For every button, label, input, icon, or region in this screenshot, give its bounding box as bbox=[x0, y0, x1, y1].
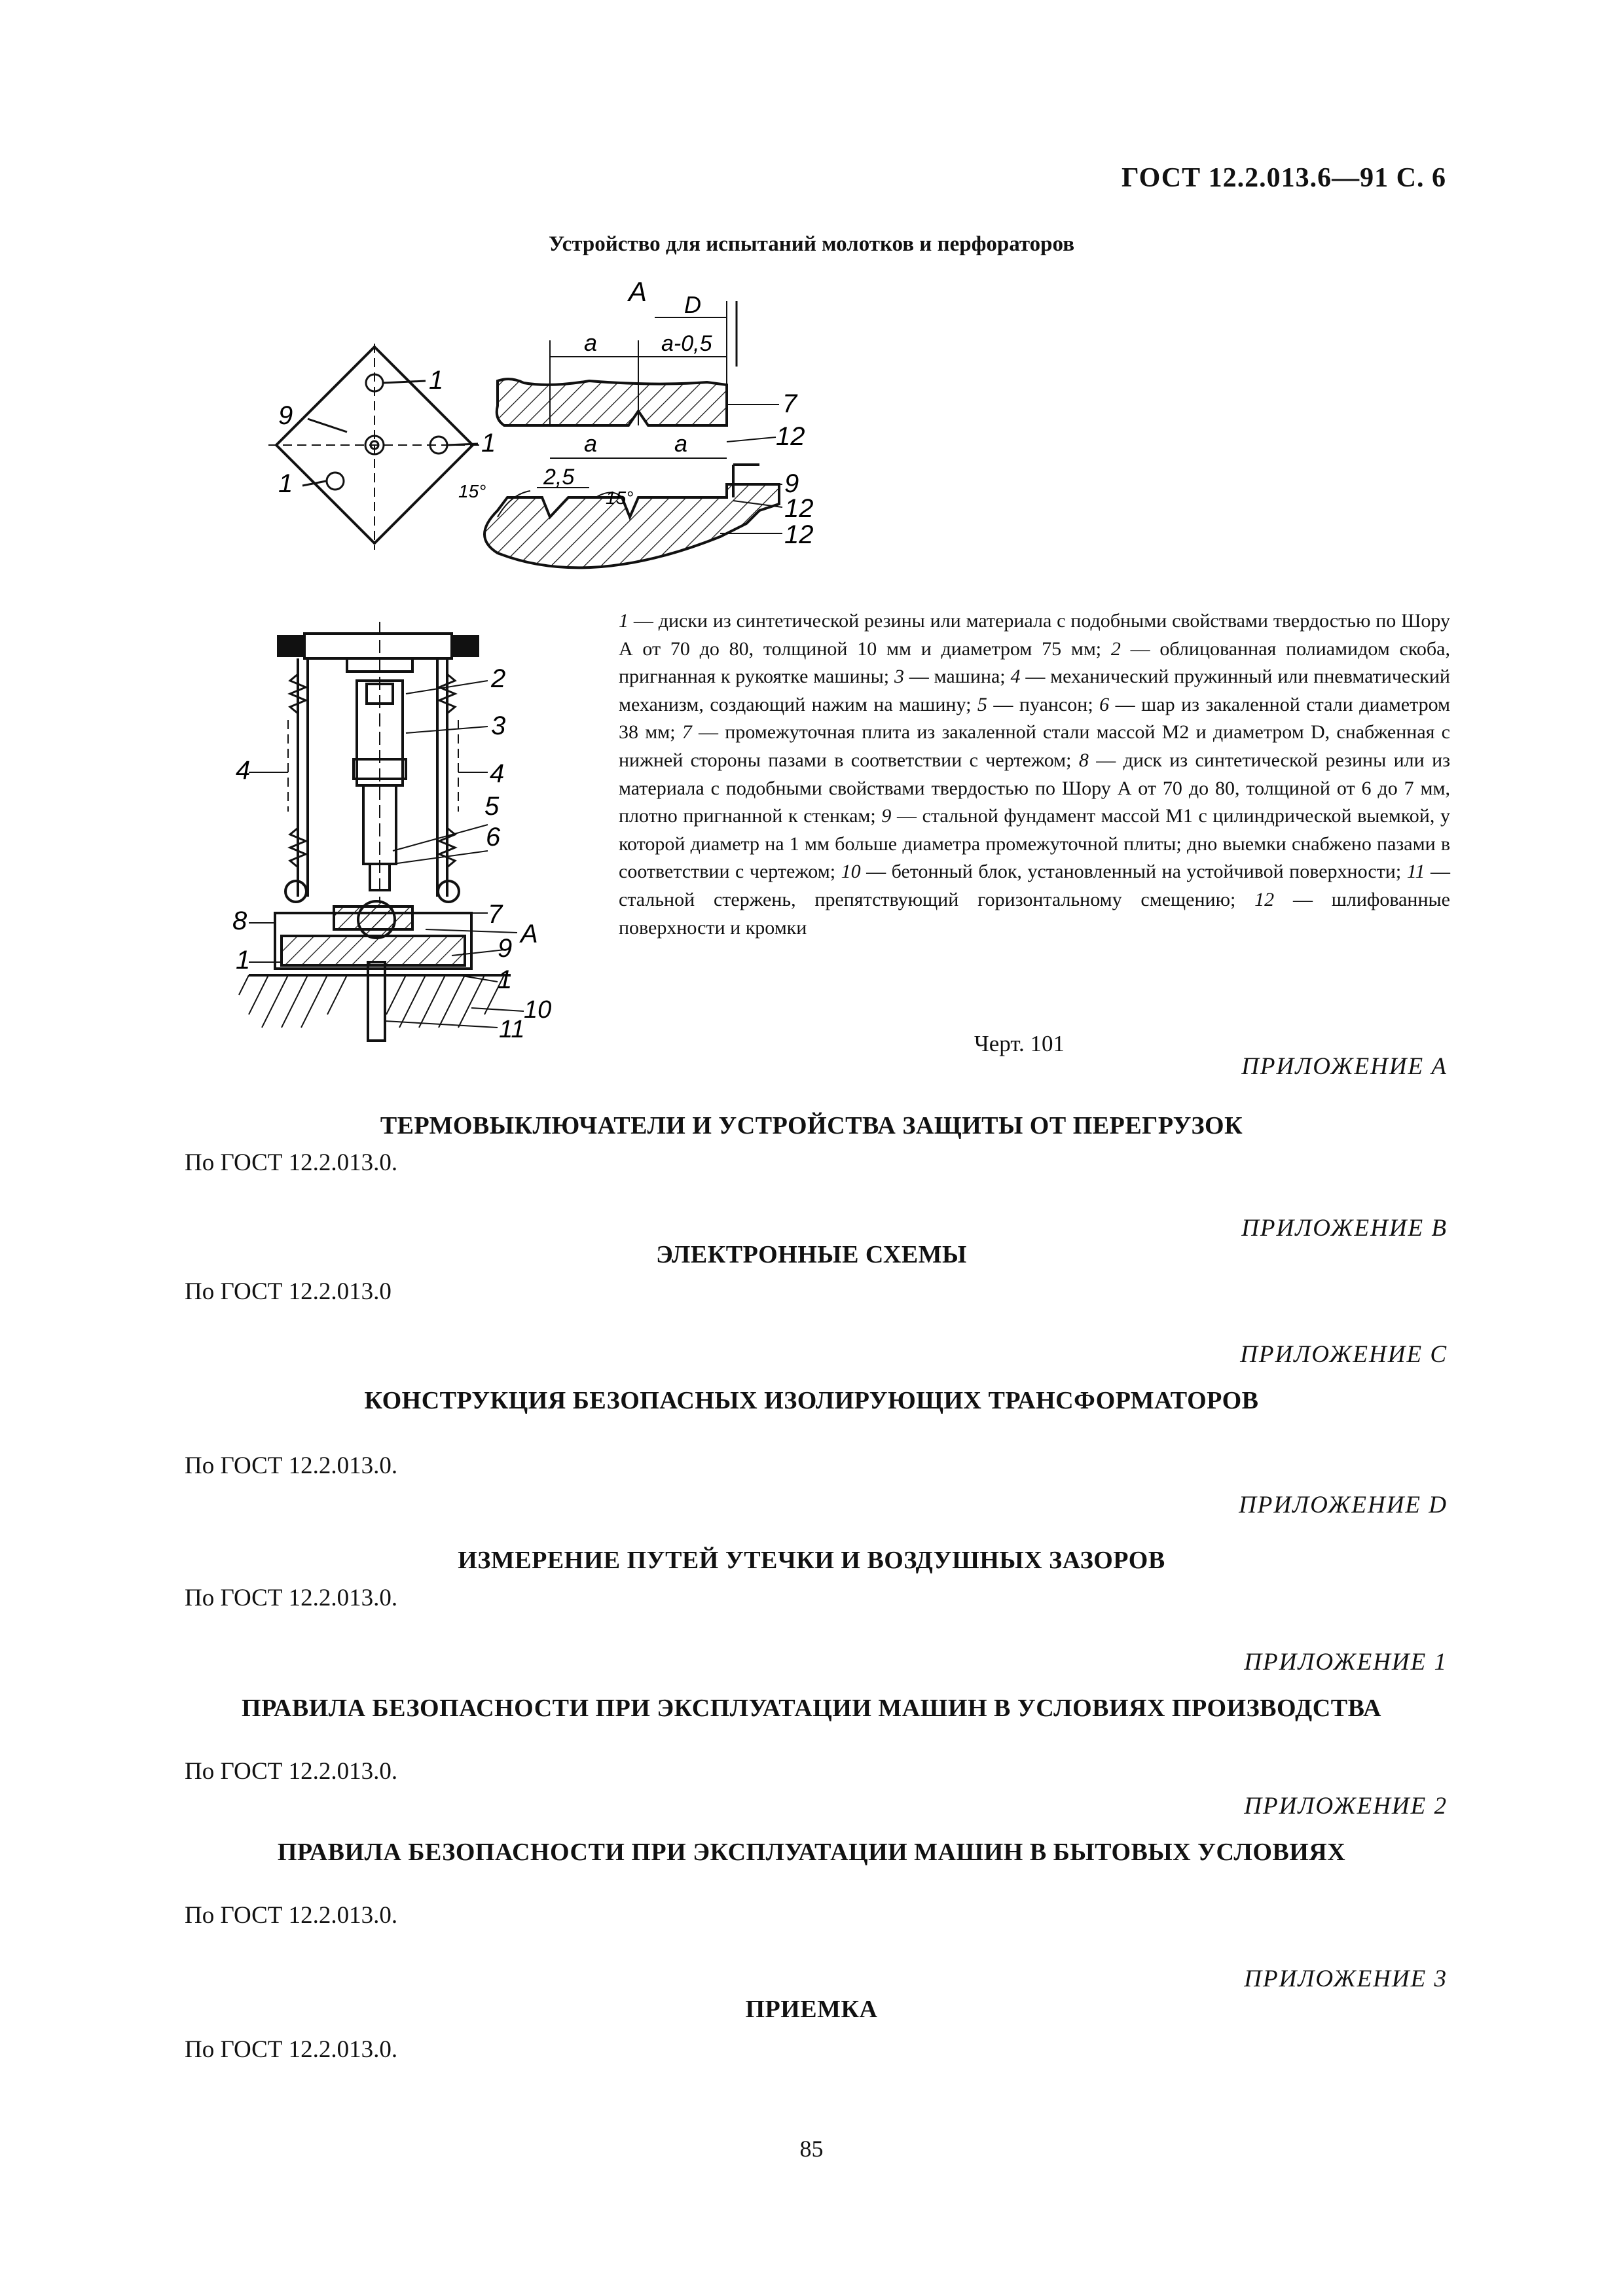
label-12-c: 12 bbox=[784, 520, 814, 549]
annex-3-ref: По ГОСТ 12.2.013.0. bbox=[185, 2036, 398, 2063]
label-6: 6 bbox=[486, 823, 501, 852]
legend-item: 9 — стальной фундамент массой M1 с цилиндрической выемкой, у которой диаметр на 1 мм больше диаметра промежуточной плиты; дно выемки снабжено пазами в соответствии с чертежом; bbox=[619, 805, 1450, 883]
dim-a-3: a bbox=[674, 430, 688, 457]
label-8: 8 bbox=[232, 906, 247, 935]
legend-item: 6 — шар из закаленной стали диаметром 38 мм; bbox=[619, 693, 1451, 744]
label-1-d: 1 bbox=[236, 946, 251, 975]
legend-item: 7 — промежуточная плита из закаленной стали массой M2 и диаметром D, снабженная с нижней стороны пазами в соответствии с чертежом; bbox=[619, 721, 1450, 771]
label-10: 10 bbox=[524, 996, 552, 1024]
annex-a-ref: По ГОСТ 12.2.013.0. bbox=[185, 1149, 398, 1176]
label-9-a: 9 bbox=[278, 401, 293, 430]
label-7-b: 7 bbox=[488, 900, 503, 929]
dim-a-tol: a-0,5 bbox=[661, 331, 712, 356]
section-detail bbox=[484, 301, 782, 567]
annex-c-label: ПРИЛОЖЕНИЕ С bbox=[1240, 1341, 1448, 1368]
annex-c-title: КОНСТРУКЦИЯ БЕЗОПАСНЫХ ИЗОЛИРУЮЩИХ ТРАНСФОРМАТОРОВ bbox=[364, 1387, 1259, 1414]
annex-1-label: ПРИЛОЖЕНИЕ 1 bbox=[1244, 1649, 1448, 1676]
figure-caption: Черт. 101 bbox=[974, 1031, 1065, 1056]
view-label-a: А bbox=[629, 276, 647, 307]
annex-a-label: ПРИЛОЖЕНИЕ А bbox=[1241, 1053, 1448, 1080]
annex-d-title: ИЗМЕРЕНИЕ ПУТЕЙ УТЕЧКИ И ВОЗДУШНЫХ ЗАЗОРОВ bbox=[458, 1547, 1165, 1574]
annex-d-ref: По ГОСТ 12.2.013.0. bbox=[185, 1585, 398, 1611]
label-4-a: 4 bbox=[236, 756, 251, 785]
label-1-c: 1 bbox=[278, 469, 293, 498]
label-1-a: 1 bbox=[429, 366, 444, 395]
dim-d: D bbox=[684, 291, 701, 318]
legend-item: 11 — стальной стержень, препятствующий горизонтальному смещению; bbox=[619, 861, 1450, 910]
legend-item: 3 — машина; bbox=[894, 666, 1011, 688]
legend-item: 2 — облицованная полиамидом скоба, пригнанная к рукоятке машины; bbox=[619, 637, 1450, 688]
label-2: 2 bbox=[491, 664, 506, 693]
annex-2-title: ПРАВИЛА БЕЗОПАСНОСТИ ПРИ ЭКСПЛУАТАЦИИ МАШИН В БЫТОВЫХ УСЛОВИЯХ bbox=[277, 1839, 1346, 1866]
label-1-b: 1 bbox=[481, 429, 496, 457]
legend-item: 1 — диски из синтетической резины или материала с подобными свойствами твердостью по Шору А от 70 до 80, толщиной 10 мм и диаметром 75 мм; bbox=[619, 610, 1450, 660]
label-7-a: 7 bbox=[782, 389, 797, 418]
legend-item: 12 — шлифованные поверхности и кромки bbox=[619, 888, 1450, 939]
plan-view bbox=[268, 344, 481, 550]
label-9-b: 9 bbox=[784, 469, 799, 498]
annex-d-label: ПРИЛОЖЕНИЕ D bbox=[1239, 1492, 1448, 1518]
test-rig bbox=[239, 622, 524, 1041]
label-5: 5 bbox=[484, 792, 500, 821]
annex-1-title: ПРАВИЛА БЕЗОПАСНОСТИ ПРИ ЭКСПЛУАТАЦИИ МАШИН В УСЛОВИЯХ ПРОИЗВОДСТВА bbox=[242, 1695, 1381, 1722]
label-1-e: 1 bbox=[498, 965, 513, 994]
annex-a-title: ТЕРМОВЫКЛЮЧАТЕЛИ И УСТРОЙСТВА ЗАЩИТЫ ОТ ПЕРЕГРУЗОК bbox=[380, 1112, 1243, 1139]
legend-item: 8 — диск из синтетической резины или из материала с подобными свойствами твердостью по Шору А от 70 до 80, толщиной от 6 до 7 мм, плотно пригнанной к стенкам; bbox=[619, 749, 1450, 827]
annex-2-ref: По ГОСТ 12.2.013.0. bbox=[185, 1902, 398, 1929]
label-12-b: 12 bbox=[784, 494, 814, 523]
dim-a-2: a bbox=[584, 430, 598, 457]
annex-3-label: ПРИЛОЖЕНИЕ 3 bbox=[1244, 1965, 1448, 1992]
legend-item: 10 — бетонный блок, установленный на устойчивой поверхности; bbox=[841, 861, 1407, 883]
dim-angle-2: 15° bbox=[606, 488, 634, 508]
page-number: 85 bbox=[799, 2136, 824, 2162]
annex-3-title: ПРИЕМКА bbox=[745, 1996, 878, 2023]
dim-angle-1: 15° bbox=[458, 481, 486, 501]
annex-b-ref: По ГОСТ 12.2.013.0 bbox=[185, 1278, 392, 1305]
annex-1-ref: По ГОСТ 12.2.013.0. bbox=[185, 1758, 398, 1785]
label-11: 11 bbox=[499, 1016, 525, 1043]
label-3: 3 bbox=[491, 711, 506, 740]
figure-legend bbox=[619, 607, 1450, 942]
annex-b-title: ЭЛЕКТРОННЫЕ СХЕМЫ bbox=[656, 1241, 967, 1268]
document-header: ГОСТ 12.2.013.6—91 С. 6 bbox=[1121, 163, 1446, 193]
annex-c-ref: По ГОСТ 12.2.013.0. bbox=[185, 1452, 398, 1479]
label-4-b: 4 bbox=[490, 759, 505, 788]
legend-item: 4 — механический пружинный или пневматический механизм, создающий нажим на машину; bbox=[619, 666, 1450, 715]
annex-2-label: ПРИЛОЖЕНИЕ 2 bbox=[1244, 1793, 1448, 1820]
label-12-a: 12 bbox=[776, 422, 805, 451]
dim-a-1: a bbox=[584, 329, 598, 356]
figure-title: Устройство для испытаний молотков и перфораторов bbox=[548, 232, 1075, 256]
dim-2-5: 2,5 bbox=[543, 465, 575, 490]
legend-item: 5 — пуансон; bbox=[977, 693, 1100, 715]
label-9-c: 9 bbox=[498, 934, 513, 963]
annex-b-label: ПРИЛОЖЕНИЕ В bbox=[1241, 1215, 1448, 1242]
label-section-a: А bbox=[520, 920, 538, 948]
